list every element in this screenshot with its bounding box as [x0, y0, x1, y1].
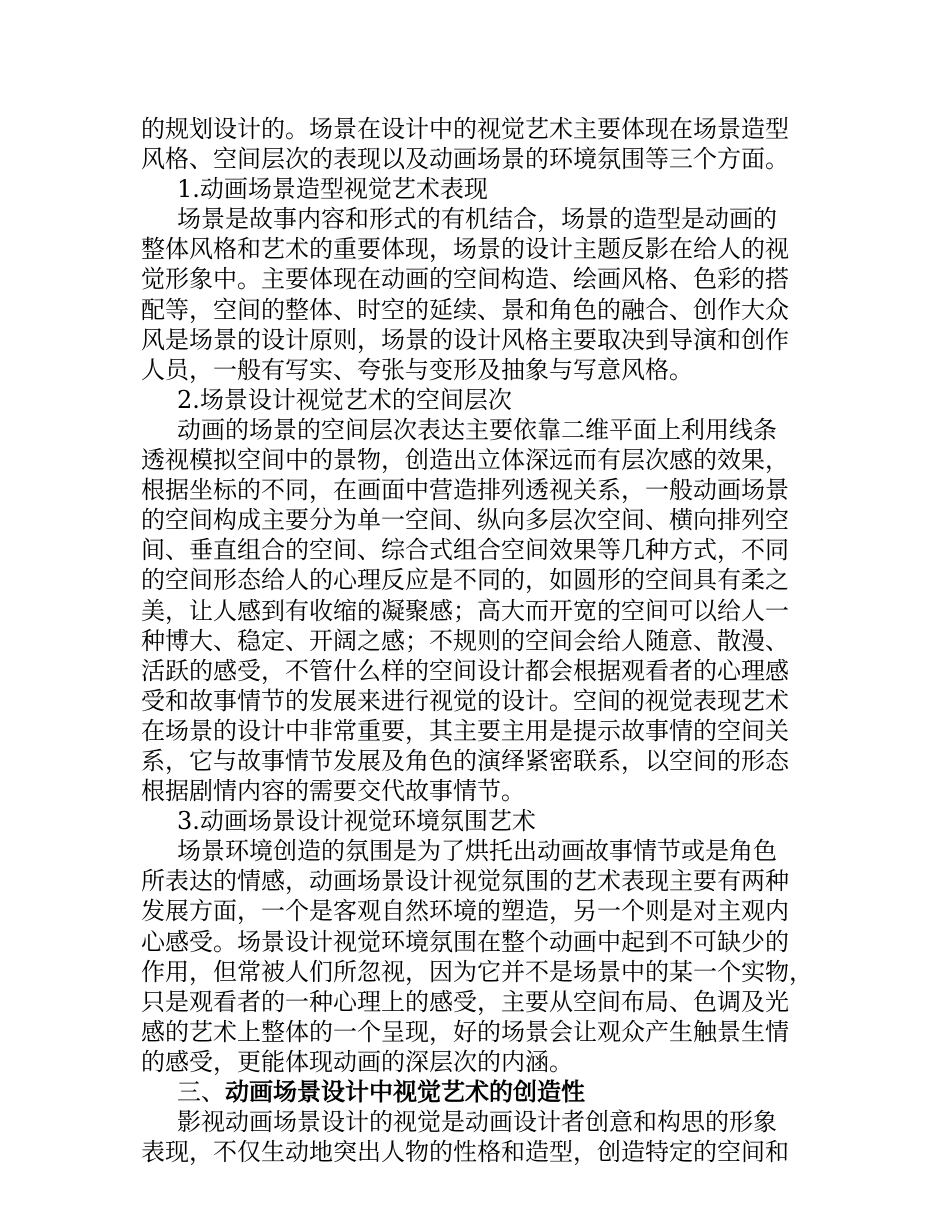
para2-line-3: 根据坐标的不同，在画面中营造排列透视关系，一般动画场景: [141, 476, 789, 505]
section-heading: [141, 1077, 813, 1107]
para1-line-4: 配等，空间的整体、时空的延续、景和角色的融合、创作大众: [141, 295, 789, 324]
subheading-3: 3.动画场景设计视觉环境氛围艺术: [177, 807, 536, 836]
para4-line-1: 影视动画场景设计的视觉是动画设计者创意和构思的形象: [177, 1108, 777, 1137]
para3-line-7: 感的艺术上整体的一个呈现，好的场景会让观众产生触景生情: [141, 1017, 789, 1046]
para1-line-2: 整体风格和艺术的重要体现，场景的设计主题反影在给人的视: [141, 235, 789, 264]
para2-line-9: 活跃的感受，不管什么样的空间设计都会根据观看者的心理感: [141, 656, 789, 685]
para2-line-1: 动画的场景的空间层次表达主要依靠二维平面上利用线条: [177, 415, 777, 444]
para3-line-4: 心感受。场景设计视觉环境氛围在整个动画中起到不可缺少的: [141, 927, 789, 956]
intro-line-1: 的规划设计的。场景在设计中的视觉艺术主要体现在场景造型: [141, 115, 789, 143]
para3-line-2: 所表达的情感，动画场景设计视觉氛围的艺术表现主要有两种: [141, 867, 789, 896]
intro-line-2: 风格、空间层次的表现以及动画场景的环境氛围等三个方面。: [141, 145, 789, 174]
para2-line-11: 在场景的设计中非常重要，其主要主用是提示故事情的空间关: [141, 716, 789, 745]
para2-line-13: 根据剧情内容的需要交代故事情节。: [141, 777, 525, 806]
para1-line-3: 觉形象中。主要体现在动画的空间构造、绘画风格、色彩的搭: [141, 265, 789, 294]
para3-line-6: 只是观看者的一种心理上的感受，主要从空间布局、色调及光: [141, 987, 789, 1016]
para1-line-5: 风是场景的设计原则，场景的设计风格主要取决到导演和创作: [141, 325, 789, 354]
section-heading-title: 动画场景设计中视觉艺术的创造性: [225, 1077, 585, 1106]
para2-line-4: 的空间构成主要分为单一空间、纵向多层次空间、横向排列空: [141, 506, 789, 535]
subheading-2: 2.场景设计视觉艺术的空间层次: [177, 385, 512, 414]
para2-line-10: 受和故事情节的发展来进行视觉的设计。空间的视觉表现艺术: [141, 686, 789, 715]
section-heading-number: 三、: [177, 1078, 225, 1106]
para3-line-5: 作用，但常被人们所忽视，因为它并不是场景中的某一个实物，: [141, 957, 813, 986]
para1-line-6: 人员，一般有写实、夸张与变形及抽象与写意风格。: [141, 355, 693, 384]
para2-line-5: 间、垂直组合的空间、综合式组合空间效果等几种方式，不同: [141, 536, 789, 565]
para1-line-1: 场景是故事内容和形式的有机结合，场景的造型是动画的: [177, 205, 777, 234]
para2-line-8: 种博大、稳定、开阔之感；不规则的空间会给人随意、散漫、: [141, 626, 789, 655]
para2-line-6: 的空间形态给人的心理反应是不同的，如圆形的空间具有柔之: [141, 566, 789, 595]
para2-line-2: 透视模拟空间中的景物，创造出立体深远而有层次感的效果，: [141, 446, 789, 475]
subheading-1: 1.动画场景造型视觉艺术表现: [177, 175, 488, 204]
text-column: [141, 114, 813, 1167]
para3-line-1: 场景环境创造的氛围是为了烘托出动画故事情节或是角色: [177, 837, 777, 866]
para2-line-7: 美，让人感到有收缩的凝聚感；高大而开宽的空间可以给人一: [141, 596, 789, 625]
para2-line-12: 系，它与故事情节发展及角色的演绎紧密联系，以空间的形态: [141, 746, 789, 775]
para3-line-3: 发展方面，一个是客观自然环境的塑造，另一个则是对主观内: [141, 897, 789, 926]
para4-line-2: 表现，不仅生动地突出人物的性格和造型，创造特定的空间和: [141, 1138, 789, 1167]
para3-line-8: 的感受，更能体现动画的深层次的内涵。: [141, 1047, 573, 1076]
